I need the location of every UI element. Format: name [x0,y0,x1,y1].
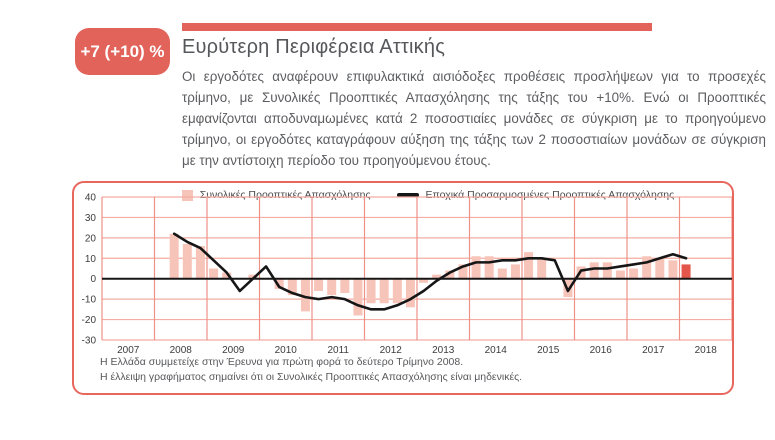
quarter-bar [668,260,677,278]
x-axis-year-label: 2007 [117,345,140,356]
quarter-bar [642,256,651,278]
legend-label: Εποχικά Προσαρμοσμένες Προοπτικές Απασχόλησης [425,189,675,201]
quarter-bar [629,269,638,279]
x-axis-year-label: 2014 [484,345,507,356]
x-axis-year-label: 2013 [432,345,455,356]
x-axis-year-label: 2012 [379,345,402,356]
quarter-bar [340,279,349,293]
summary-paragraph: Οι εργοδότες αναφέρουν επιφυλακτικά αισιόδοξες προθέσεις προσλήψεων για το προσεχές τρίμηνο, με Συνολικές Προοπτικές Απασχόλησης της τάξης του +10%. Ενώ οι Προοπτικές εμφανίζονται αποδυναμωμένες κατά 2 ποσοστιαίες μονάδες σε σύγκριση με το προηγούμενο τρίμηνο, οι εργοδότες καταγράφουν αύξηση της τάξης των 2 ποσοστιαίων μονάδων σε σύγκριση με την αντίστοιχη περίοδο του προηγούμενου έτους. [182,69,766,168]
quarter-bar [170,234,179,279]
accent-top-bar [182,23,652,31]
y-axis-tick-label: 40 [84,192,96,204]
quarter-bar [511,264,520,278]
x-axis-year-label: 2009 [222,345,245,356]
y-axis-tick-label: 30 [84,212,96,224]
y-axis-tick-label: -30 [81,335,96,347]
x-axis-year-label: 2010 [274,345,297,356]
quarter-bar [485,256,494,278]
quarter-bar [524,252,533,279]
quarter-bar [498,269,507,279]
y-axis-tick-label: -10 [81,294,96,306]
page-title: Ευρύτερη Περιφέρεια Αττικής [182,36,446,58]
quarter-bar [314,279,323,291]
x-axis-year-label: 2017 [642,345,665,356]
outlook-badge: +7 (+10) % [75,28,170,75]
x-axis-year-label: 2015 [537,345,560,356]
quarter-bar [655,258,664,278]
quarter-bar [616,271,625,279]
quarter-bar [209,269,218,279]
y-axis-tick-label: 10 [84,253,96,265]
footnote-survey-start: Η Ελλάδα συμμετείχε στην Έρευνα για πρώτη φορά το δεύτερο Τρίμηνο 2008. [100,356,464,368]
quarter-bar [380,279,389,304]
legend-label: Συνολικές Προοπτικές Απασχόλησης [199,189,371,201]
y-axis-tick-label: 20 [84,233,96,245]
quarter-bar [406,279,415,308]
quarter-bar [472,256,481,278]
x-axis-year-label: 2011 [327,345,350,356]
quarter-bar [327,279,336,295]
outlook-chart-panel [72,181,734,395]
quarter-bar [183,244,192,279]
y-axis-tick-label: 0 [90,274,96,286]
quarter-bar [603,262,612,278]
x-axis-year-label: 2008 [169,345,192,356]
quarter-bar [353,279,362,316]
x-axis-year-label: 2018 [694,345,717,356]
current-quarter-bar [682,264,691,278]
footnote-zero-outlook: Η έλλειψη γραφήματος σημαίνει ότι οι Συνολικές Προοπτικές Απασχόλησης είναι μηδενικές. [100,371,523,383]
quarter-bar [590,262,599,278]
x-axis-year-label: 2016 [589,345,612,356]
quarter-bar [367,279,376,304]
quarter-bar [393,279,402,304]
y-axis-tick-label: -20 [81,315,96,327]
quarter-bar [537,258,546,278]
